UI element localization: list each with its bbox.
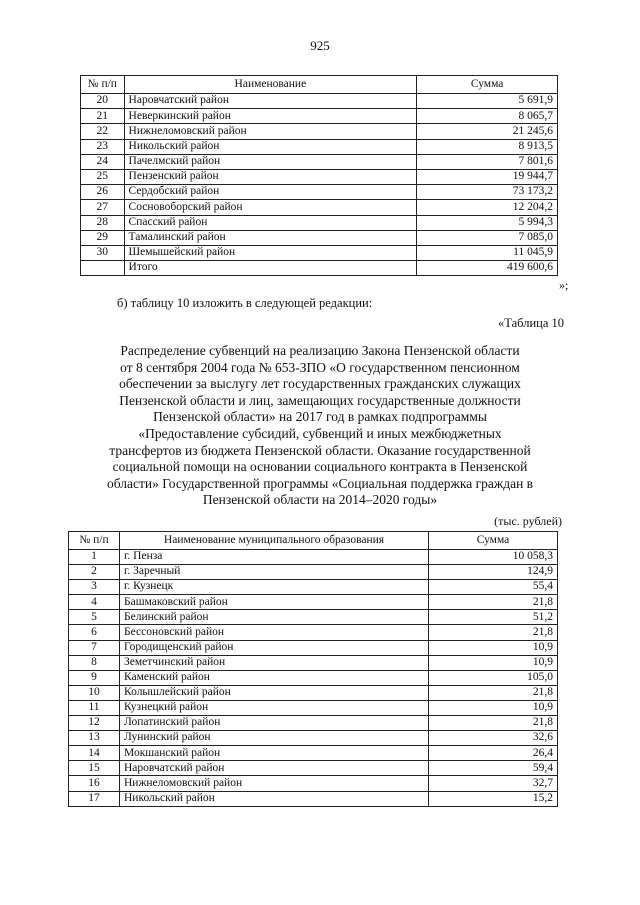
row-number: 20 bbox=[81, 94, 125, 109]
row-number: 8 bbox=[69, 655, 120, 670]
row-name: Башмаковский район bbox=[120, 595, 429, 610]
row-number: 7 bbox=[69, 640, 120, 655]
title-line: трансфертов из бюджета Пензенской области. Оказание государственной bbox=[109, 442, 531, 458]
row-number: 15 bbox=[69, 761, 120, 776]
table-row bbox=[69, 610, 558, 625]
table-row bbox=[81, 215, 558, 230]
title-line: Пензенской области» на 2017 год в рамках подпрограммы bbox=[153, 409, 487, 425]
row-sum: 21,8 bbox=[429, 625, 558, 640]
table-row bbox=[81, 154, 558, 169]
row-name: г. Пенза bbox=[120, 550, 429, 565]
row-name: Тамалинский район bbox=[124, 230, 417, 245]
row-number: 4 bbox=[69, 595, 120, 610]
table-row bbox=[69, 716, 558, 731]
row-number: 16 bbox=[69, 776, 120, 791]
title-line: социальной помощи на основании социального контракта в Пензенской bbox=[112, 459, 528, 475]
table-2-header-name: Наименование муниципального образования bbox=[120, 532, 429, 550]
row-number: 11 bbox=[69, 700, 120, 715]
table-row bbox=[81, 94, 558, 109]
row-name: Городищенский район bbox=[120, 640, 429, 655]
row-name: Лунинский район bbox=[120, 731, 429, 746]
row-number: 25 bbox=[81, 169, 125, 184]
unit-label: (тыс. рублей) bbox=[494, 514, 562, 528]
row-sum: 26,4 bbox=[429, 746, 558, 761]
row-sum: 10,9 bbox=[429, 655, 558, 670]
row-sum: 5 691,9 bbox=[417, 94, 558, 109]
table-row bbox=[69, 761, 558, 776]
row-name: Каменский район bbox=[120, 670, 429, 685]
row-name: Неверкинский район bbox=[124, 109, 417, 124]
row-name: Лопатинский район bbox=[120, 716, 429, 731]
table-row bbox=[81, 124, 558, 139]
table-1-body bbox=[81, 94, 558, 276]
row-sum: 8 065,7 bbox=[417, 109, 558, 124]
title-line: Пензенской области и лиц, замещающих государственные должности bbox=[119, 392, 521, 408]
table-row bbox=[81, 109, 558, 124]
row-number: 5 bbox=[69, 610, 120, 625]
row-sum: 7 801,6 bbox=[417, 154, 558, 169]
row-sum: 21,8 bbox=[429, 595, 558, 610]
table-2-body bbox=[69, 550, 558, 807]
row-sum: 12 204,2 bbox=[417, 200, 558, 215]
row-sum: 21,8 bbox=[429, 685, 558, 700]
row-sum: 73 173,2 bbox=[417, 185, 558, 200]
row-name: Сосновоборский район bbox=[124, 200, 417, 215]
row-name: Белинский район bbox=[120, 610, 429, 625]
table-title bbox=[78, 343, 562, 509]
row-sum: 7 085,0 bbox=[417, 230, 558, 245]
row-number: 29 bbox=[81, 230, 125, 245]
row-number: 1 bbox=[69, 550, 120, 565]
row-name: Бессоновский район bbox=[120, 625, 429, 640]
row-sum: 105,0 bbox=[429, 670, 558, 685]
row-number: 14 bbox=[69, 746, 120, 761]
row-sum: 21,8 bbox=[429, 716, 558, 731]
row-name: Нижнеломовский район bbox=[124, 124, 417, 139]
row-name: Кузнецкий район bbox=[120, 700, 429, 715]
row-name: Никольский район bbox=[124, 139, 417, 154]
row-sum: 19 944,7 bbox=[417, 169, 558, 184]
table-row bbox=[69, 791, 558, 806]
row-name: г. Заречный bbox=[120, 565, 429, 580]
row-name: Шемышейский район bbox=[124, 245, 417, 260]
amendment-note: б) таблицу 10 изложить в следующей редакции: bbox=[117, 296, 373, 310]
row-number: 26 bbox=[81, 185, 125, 200]
row-number: 23 bbox=[81, 139, 125, 154]
row-sum: 15,2 bbox=[429, 791, 558, 806]
table-row bbox=[69, 595, 558, 610]
title-line: области» Государственной программы «Социальная поддержка граждан в bbox=[106, 475, 534, 491]
row-number: 27 bbox=[81, 200, 125, 215]
row-name: Земетчинский район bbox=[120, 655, 429, 670]
row-sum: 11 045,9 bbox=[417, 245, 558, 260]
row-number: 2 bbox=[69, 565, 120, 580]
row-name: г. Кузнецк bbox=[120, 580, 429, 595]
table-row bbox=[69, 550, 558, 565]
table-1-header-row bbox=[81, 76, 558, 94]
row-number: 21 bbox=[81, 109, 125, 124]
table-row bbox=[69, 625, 558, 640]
table-2-header-num: № п/п bbox=[69, 532, 120, 550]
title-line: Пензенской области на 2014–2020 годы» bbox=[202, 492, 438, 508]
row-sum: 5 994,3 bbox=[417, 215, 558, 230]
table-1 bbox=[80, 75, 558, 276]
table-row bbox=[81, 230, 558, 245]
table-row bbox=[69, 565, 558, 580]
row-name: Итого bbox=[124, 261, 417, 276]
table-1-header-sum: Сумма bbox=[417, 76, 558, 94]
row-number: 9 bbox=[69, 670, 120, 685]
title-line: от 8 сентября 2004 года № 653-ЗПО «О государственном пенсионном bbox=[120, 359, 520, 375]
row-name: Пензенский район bbox=[124, 169, 417, 184]
row-number: 6 bbox=[69, 625, 120, 640]
row-sum: 32,7 bbox=[429, 776, 558, 791]
row-number bbox=[81, 261, 125, 276]
title-line: «Предоставление субсидий, субвенций и иных межбюджетных bbox=[138, 425, 502, 441]
table-row bbox=[81, 169, 558, 184]
table-1-header-num: № п/п bbox=[81, 76, 125, 94]
table-row bbox=[69, 731, 558, 746]
table-2-header-sum: Сумма bbox=[429, 532, 558, 550]
row-sum: 51,2 bbox=[429, 610, 558, 625]
row-name: Сердобский район bbox=[124, 185, 417, 200]
table-row bbox=[69, 580, 558, 595]
row-number: 3 bbox=[69, 580, 120, 595]
row-name: Пачелмский район bbox=[124, 154, 417, 169]
row-number: 22 bbox=[81, 124, 125, 139]
table-row bbox=[69, 776, 558, 791]
row-name: Никольский район bbox=[120, 791, 429, 806]
page-number: 925 bbox=[310, 38, 330, 53]
row-sum: 21 245,6 bbox=[417, 124, 558, 139]
row-number: 12 bbox=[69, 716, 120, 731]
title-line: обеспечении за выслугу лет государственных гражданских служащих bbox=[119, 376, 521, 392]
table-row bbox=[69, 655, 558, 670]
row-sum: 55,4 bbox=[429, 580, 558, 595]
row-sum: 124,9 bbox=[429, 565, 558, 580]
row-name: Колышлейский район bbox=[120, 685, 429, 700]
table-row bbox=[69, 700, 558, 715]
row-sum: 59,4 bbox=[429, 761, 558, 776]
row-name: Нижнеломовский район bbox=[120, 776, 429, 791]
table-row bbox=[69, 746, 558, 761]
row-number: 17 bbox=[69, 791, 120, 806]
table-2 bbox=[68, 531, 558, 807]
row-number: 10 bbox=[69, 685, 120, 700]
row-sum: 10 058,3 bbox=[429, 550, 558, 565]
table-1-header-name: Наименование bbox=[124, 76, 417, 94]
row-name: Мокшанский район bbox=[120, 746, 429, 761]
table-row bbox=[81, 200, 558, 215]
table-1-closing-mark: »; bbox=[559, 278, 569, 292]
table-row bbox=[81, 261, 558, 276]
table-row bbox=[69, 670, 558, 685]
row-name: Спасский район bbox=[124, 215, 417, 230]
title-line: Распределение субвенций на реализацию Закона Пензенской области bbox=[120, 343, 520, 358]
row-number: 30 bbox=[81, 245, 125, 260]
table-row bbox=[81, 139, 558, 154]
table-2-header-row bbox=[69, 532, 558, 550]
table-reference: «Таблица 10 bbox=[498, 316, 564, 330]
table-row bbox=[81, 245, 558, 260]
row-number: 13 bbox=[69, 731, 120, 746]
table-row bbox=[69, 685, 558, 700]
row-sum: 8 913,5 bbox=[417, 139, 558, 154]
row-name: Наровчатский район bbox=[124, 94, 417, 109]
row-number: 28 bbox=[81, 215, 125, 230]
row-name: Наровчатский район bbox=[120, 761, 429, 776]
table-row bbox=[69, 640, 558, 655]
table-row bbox=[81, 185, 558, 200]
row-sum: 10,9 bbox=[429, 640, 558, 655]
row-sum: 32,6 bbox=[429, 731, 558, 746]
row-sum: 10,9 bbox=[429, 700, 558, 715]
row-sum: 419 600,6 bbox=[417, 261, 558, 276]
row-number: 24 bbox=[81, 154, 125, 169]
